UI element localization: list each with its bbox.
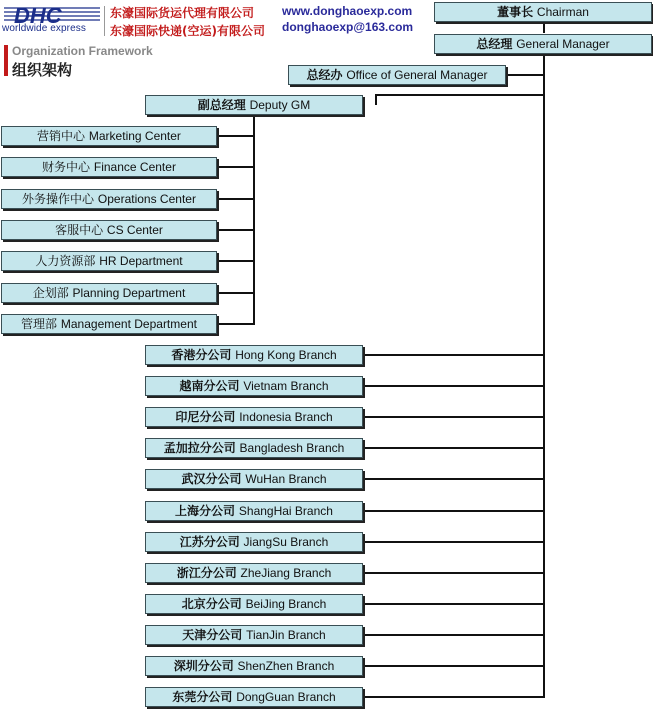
branch-en: TianJin Branch: [246, 628, 326, 642]
logo-text: DHC: [14, 4, 62, 26]
branch-cn: 孟加拉分公司: [163, 441, 236, 455]
branch-connector: [363, 541, 545, 543]
branch-box: [145, 376, 363, 396]
department-connector: [217, 260, 255, 262]
branch-en: DongGuan Branch: [236, 690, 336, 704]
general-manager-en: General Manager: [516, 37, 610, 51]
department-en: CS Center: [106, 223, 163, 237]
general-manager-box: [434, 34, 652, 54]
department-cn: 管理部: [21, 317, 58, 331]
branch-en: Vietnam Branch: [243, 379, 329, 393]
department-cn: 外务操作中心: [22, 192, 95, 206]
department-box: [1, 314, 217, 334]
logo-tagline: worldwide express: [2, 23, 86, 34]
page-title-en: Organization Framework: [12, 44, 153, 58]
department-cn: 财务中心: [42, 160, 91, 174]
department-connector: [217, 166, 255, 168]
department-connector: [217, 229, 255, 231]
department-en: HR Department: [99, 254, 183, 268]
chairman-en: Chairman: [536, 5, 589, 19]
department-en: Management Department: [60, 317, 197, 331]
email-link[interactable]: donghaoexp@163.com: [282, 20, 414, 34]
gm-office-connector: [506, 74, 544, 76]
website-link[interactable]: www.donghaoexp.com: [282, 4, 413, 18]
branch-connector: [363, 385, 545, 387]
general-manager-cn: 总经理: [476, 37, 513, 51]
branch-en: Indonesia Branch: [239, 410, 333, 424]
department-cn: 营销中心: [37, 129, 86, 143]
branch-connector: [363, 696, 545, 698]
branch-cn: 东莞分公司: [172, 690, 233, 704]
department-box: [1, 157, 217, 177]
branch-en: Hong Kong Branch: [235, 348, 337, 362]
branch-box: [145, 594, 363, 614]
branch-connector: [363, 665, 545, 667]
branch-cn: 印尼分公司: [175, 410, 236, 424]
branch-cn: 天津分公司: [182, 628, 243, 642]
branch-cn: 江苏分公司: [179, 535, 240, 549]
branch-box: [145, 687, 363, 707]
header-divider: [104, 6, 105, 36]
branch-connector: [363, 572, 545, 574]
department-cn: 企划部: [32, 286, 69, 300]
department-box: [1, 189, 217, 209]
gm-office-box: [288, 65, 506, 85]
branch-box: [145, 469, 363, 489]
branch-cn: 上海分公司: [175, 504, 236, 518]
gm-office-en: Office of General Manager: [346, 68, 488, 82]
branch-box: [145, 501, 363, 521]
deputy-gm-box: [145, 95, 363, 115]
department-connector: [217, 292, 255, 294]
department-cn: 客服中心: [55, 223, 104, 237]
department-en: Finance Center: [93, 160, 176, 174]
branch-box: [145, 625, 363, 645]
branch-en: ShangHai Branch: [238, 504, 333, 518]
branch-en: Bangladesh Branch: [239, 441, 345, 455]
chairman-box: [434, 2, 652, 22]
department-connector: [217, 135, 255, 137]
department-box: [1, 220, 217, 240]
department-cn: 人力资源部: [35, 254, 96, 268]
branch-en: ZheJiang Branch: [240, 566, 332, 580]
branch-cn: 浙江分公司: [176, 566, 237, 580]
main-trunk-line: [543, 54, 545, 698]
branch-en: ShenZhen Branch: [237, 659, 335, 673]
branch-connector: [363, 447, 545, 449]
company-name-express: 东濠国际快递(空运)有限公司: [110, 24, 265, 38]
branch-connector: [363, 603, 545, 605]
branch-box: [145, 407, 363, 427]
branch-box: [145, 656, 363, 676]
branch-box: [145, 345, 363, 365]
branch-connector: [363, 354, 545, 356]
company-name-freight: 东濠国际货运代理有限公司: [110, 6, 255, 20]
department-box: [1, 283, 217, 303]
branch-cn: 武汉分公司: [181, 472, 242, 486]
department-connector: [217, 198, 255, 200]
branch-en: BeiJing Branch: [245, 597, 327, 611]
branch-connector: [363, 634, 545, 636]
branch-connector: [363, 510, 545, 512]
branch-box: [145, 563, 363, 583]
department-en: Planning Department: [72, 286, 186, 300]
chairman-gm-connector: [543, 21, 545, 33]
branch-cn: 北京分公司: [181, 597, 242, 611]
deputy-gm-drop: [375, 94, 377, 105]
deputy-gm-cn: 副总经理: [197, 98, 246, 112]
branch-en: JiangSu Branch: [243, 535, 329, 549]
department-en: Marketing Center: [88, 129, 181, 143]
department-en: Operations Center: [97, 192, 196, 206]
deputy-gm-en: Deputy GM: [249, 98, 311, 112]
branch-connector: [363, 478, 545, 480]
branch-connector: [363, 416, 545, 418]
department-box: [1, 126, 217, 146]
branch-cn: 深圳分公司: [173, 659, 234, 673]
branch-en: WuHan Branch: [245, 472, 327, 486]
page-title-cn: 组织架构: [12, 61, 73, 79]
branch-box: [145, 532, 363, 552]
title-accent-bar: [4, 45, 8, 76]
branch-cn: 越南分公司: [179, 379, 240, 393]
department-connector: [217, 323, 255, 325]
chairman-cn: 董事长: [497, 5, 534, 19]
deputy-gm-connector: [375, 94, 545, 96]
department-box: [1, 251, 217, 271]
branch-box: [145, 438, 363, 458]
branch-cn: 香港分公司: [171, 348, 232, 362]
gm-office-cn: 总经办: [306, 68, 343, 82]
